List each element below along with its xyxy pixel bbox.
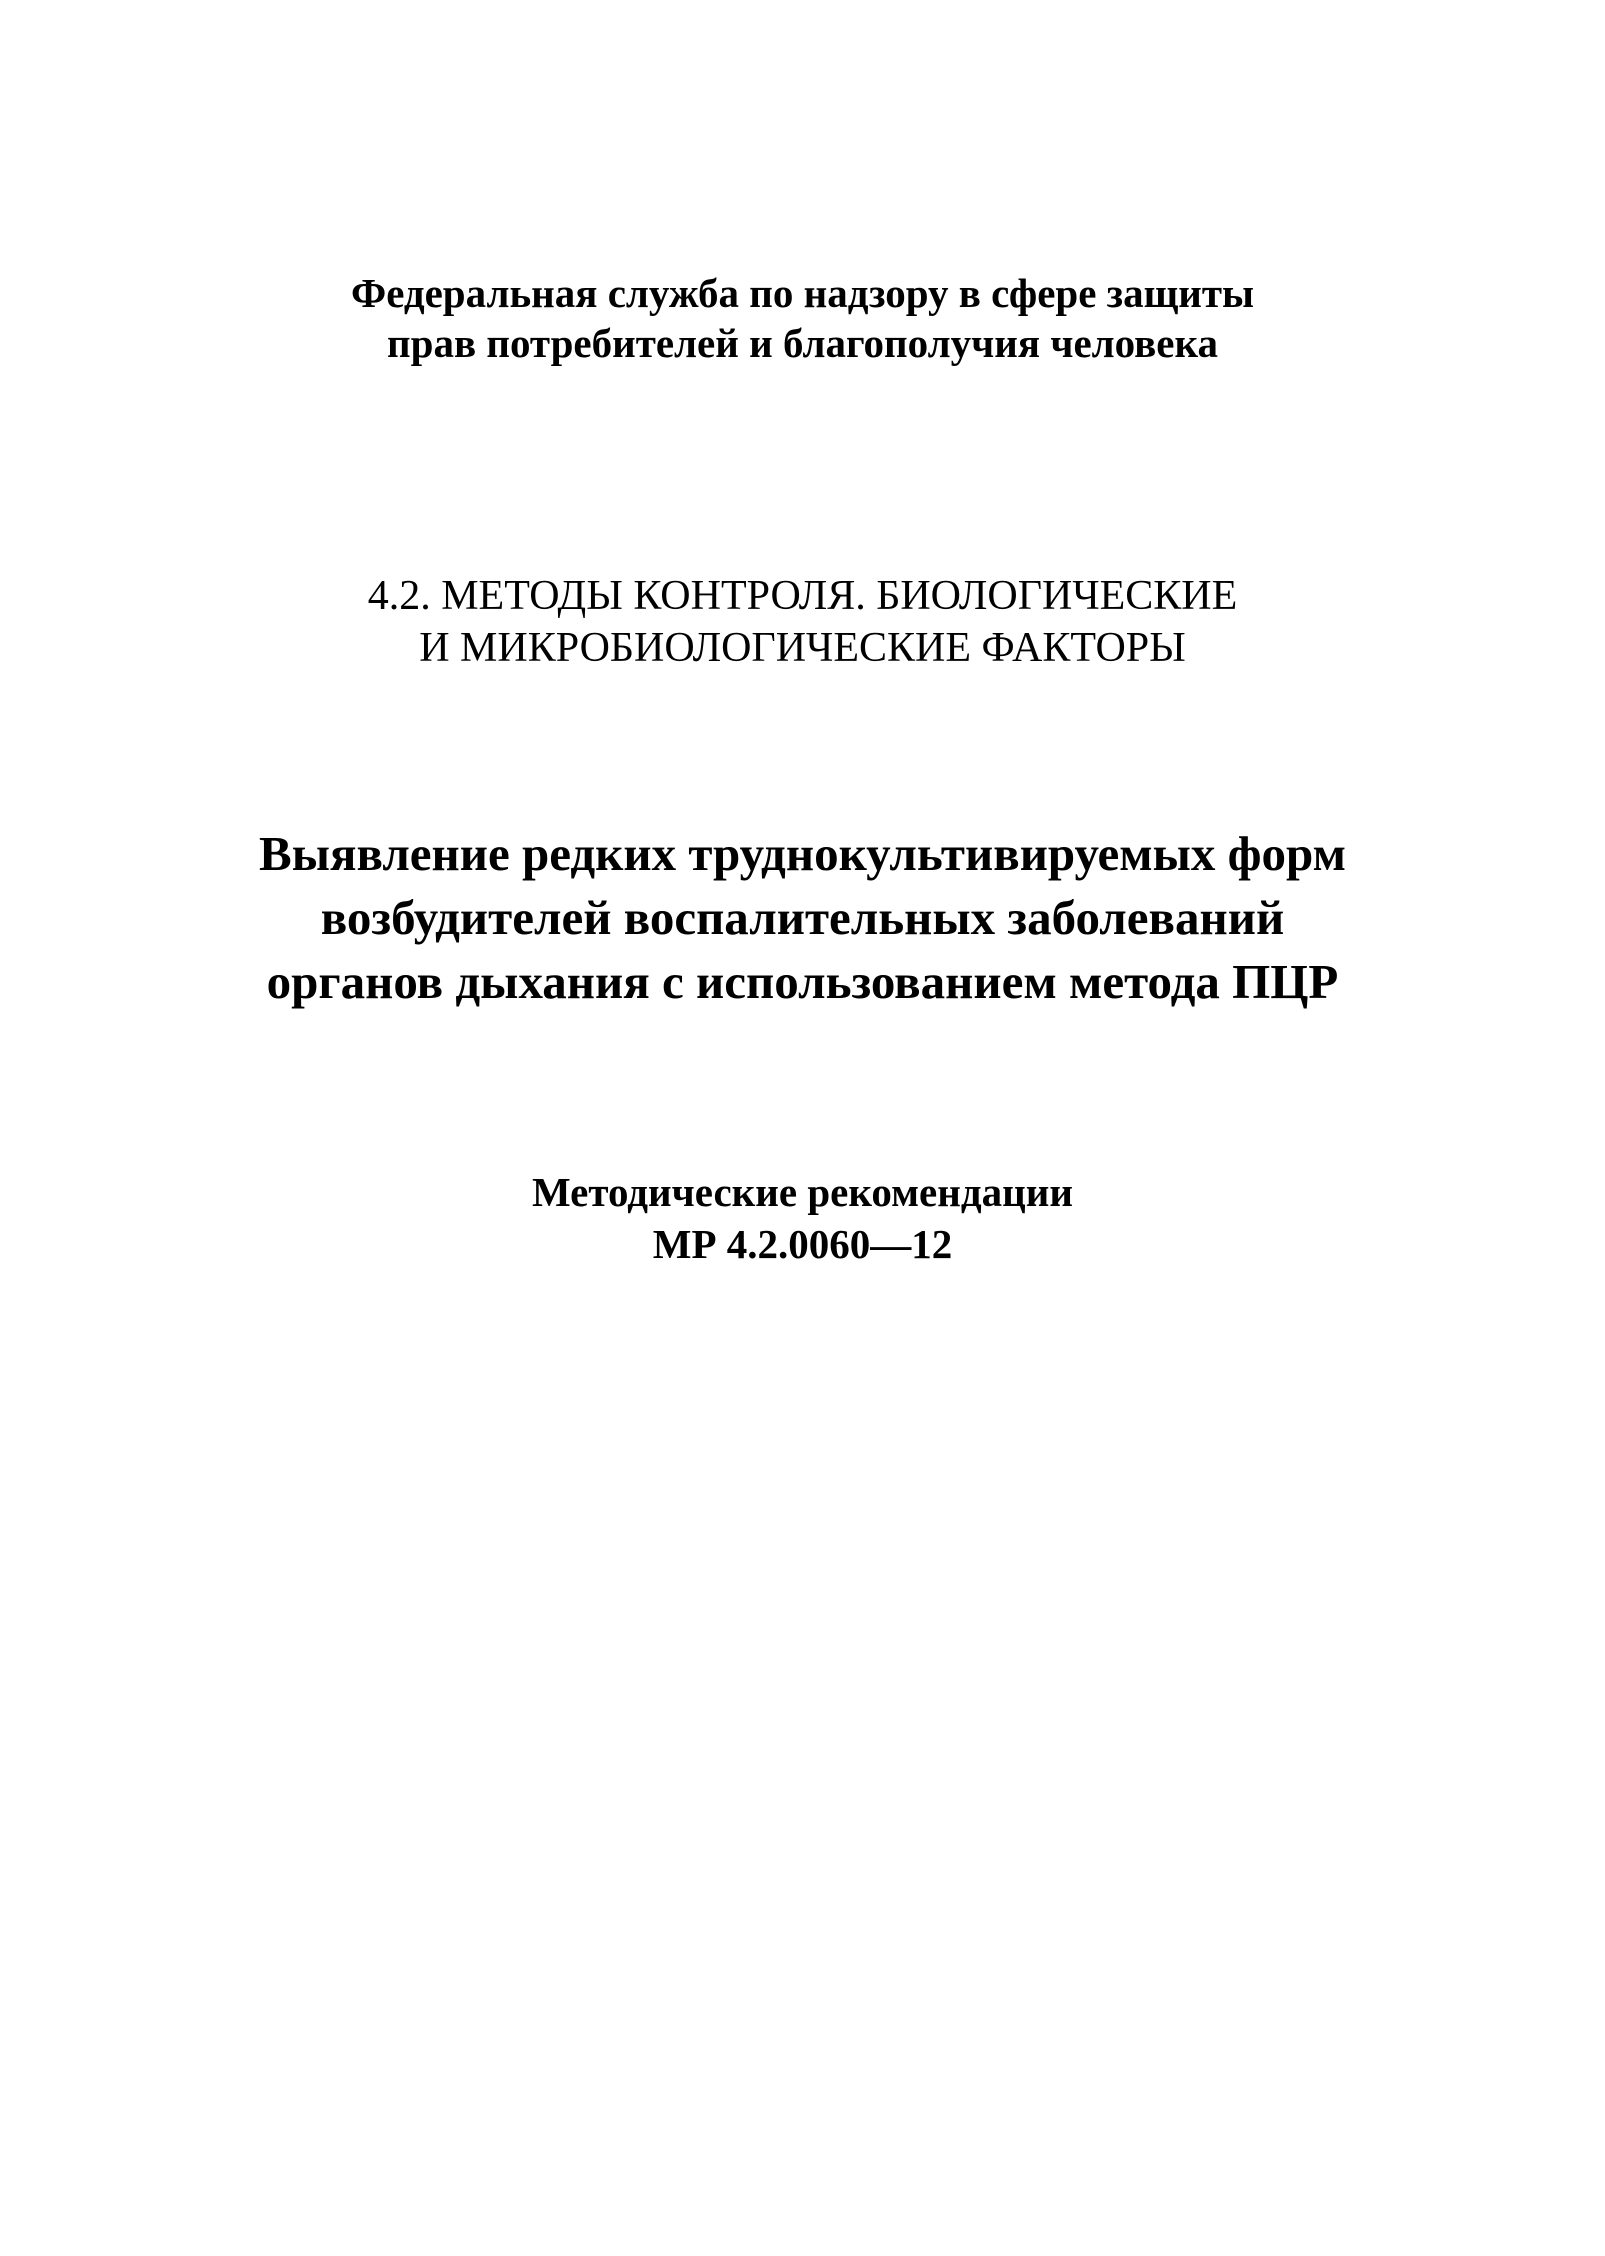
- doctype-line-1: Методические рекомендации: [531, 1169, 1073, 1215]
- section-line-1: 4.2. МЕТОДЫ КОНТРОЛЯ. БИОЛОГИЧЕСКИЕ: [367, 573, 1238, 619]
- document-title: [0, 822, 1605, 1014]
- title-line-2: возбудителей воспалительных заболеваний: [320, 890, 1285, 945]
- section-line-2: И МИКРОБИОЛОГИЧЕСКИЕ ФАКТОРЫ: [419, 625, 1186, 671]
- agency-line-1: Федеральная служба по надзору в сфере защиты: [350, 270, 1255, 316]
- section-heading: [0, 570, 1605, 674]
- document-type: [0, 1166, 1605, 1270]
- title-line-3: органов дыхания с использованием метода ПЦР: [266, 954, 1339, 1009]
- title-line-1: Выявление редких труднокультивируемых форм: [259, 826, 1346, 881]
- document-number: МР 4.2.0060—12: [652, 1221, 953, 1267]
- agency-line-2: прав потребителей и благополучия человека: [387, 320, 1218, 366]
- issuing-agency: [0, 268, 1605, 368]
